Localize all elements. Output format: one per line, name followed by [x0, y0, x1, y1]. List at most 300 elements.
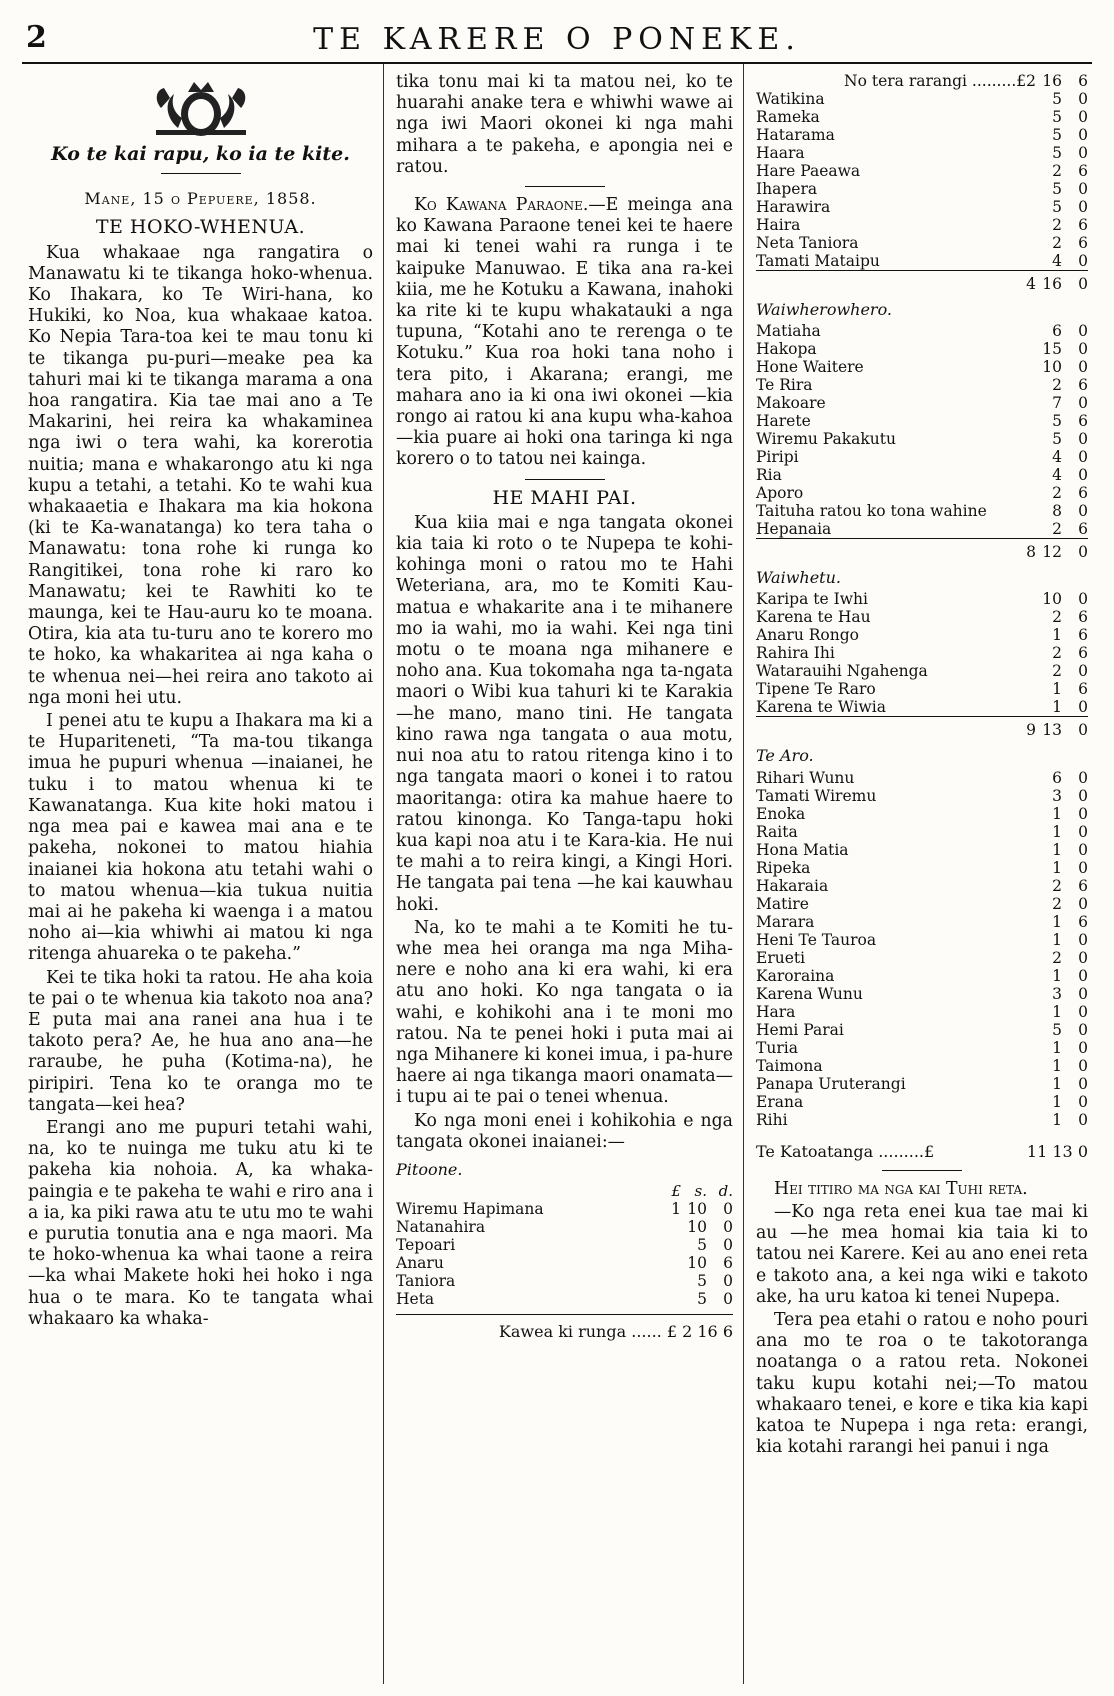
table-row: [756, 644, 1088, 662]
donor-name: Ihapera: [756, 180, 818, 198]
table-row: [756, 1111, 1088, 1129]
table-row: [756, 1093, 1088, 1111]
amount-shillings: 7: [1052, 394, 1062, 413]
amount-shillings: 5: [1052, 108, 1062, 126]
group2-title: Waiwherowhero.: [756, 300, 893, 319]
amount-shillings: 6: [1052, 322, 1062, 341]
amount-shillings: 2: [1052, 876, 1062, 895]
table-row: [756, 877, 1088, 895]
dateline: Mane, 15 o Pepuere, 1858.: [84, 189, 317, 209]
article-paragraph: Kei te tika hoki ta ratou. He aha koia te pai o te whenua kia takoto noa ana? E puta mai ana ranei ana hua i te takoto pera? Ae, he hua ano ana—he raraube, he puha (Kotima-na), he piripiri. Tena ko te oranga mo te tangata—kei hea?: [28, 967, 373, 1115]
amount-shillings: 10: [687, 1200, 707, 1219]
amount-shillings: 6: [1052, 768, 1062, 787]
royal-crest-icon: [28, 78, 373, 140]
amount-pence: 0: [723, 1200, 733, 1219]
donor-name: Taniora: [396, 1272, 456, 1291]
donor-name: Taimona: [756, 1056, 823, 1075]
amount-pence: 0: [1078, 180, 1088, 198]
divider: [525, 479, 605, 480]
pound-header: £: [671, 1182, 681, 1201]
table-row: [396, 1290, 733, 1308]
group2-total: [756, 538, 1088, 561]
amount-pence: 0: [1078, 144, 1088, 162]
amount-shillings: 10: [1042, 358, 1062, 377]
table-row: [396, 1236, 733, 1254]
amount-pence: 6: [1078, 412, 1088, 431]
amount-pence: 6: [1078, 520, 1088, 539]
pitoone-rows: [396, 1200, 733, 1308]
amount-shillings: 1: [1052, 1074, 1062, 1093]
carry-s: 16: [1042, 72, 1062, 90]
table-row: [756, 823, 1088, 841]
article-paragraph: Na, ko te mahi a te Komiti he tu-whe mea hei oranga ma nga Miha-nere e noho ana ki era wahi, ki era atu ano hoki. Ko nga tangata o ia wahi, e kohikohi ana i te moni mo ratou. Na te penei hoki i puta mai ai nga Mihanere ki konei imua, i pa-hure haere ai nga tikanga maori onamata—i tupu ai te pai o tenei whenua.: [396, 917, 733, 1108]
amount-shillings: 1: [1052, 858, 1062, 877]
group3-table: [756, 590, 1088, 716]
donor-name: Makoare: [756, 394, 826, 413]
amount-pence: 6: [1078, 680, 1088, 699]
amount-shillings: 5: [697, 1290, 707, 1309]
table-row: [756, 322, 1088, 340]
shilling-header: s.: [694, 1182, 707, 1201]
table-row: [756, 466, 1088, 484]
article-paragraph: Kua kiia mai e nga tangata okonei kia taia ki roto o te Nupepa te kohi-kohinga moni o ratou mo te Hahi Weteriana, ara, mo te Komiti Kau-matua e whakarite ana i te mihanere mo ia wahi, mo ia wahi. Kei nga tini motu o te moana nga mihanere e noho ana. Kua tokomaha nga ta-ngata maori o Wibi kua tahuri ki te Karakia—he mano, mano tini. He tangata kino rawa nga tangata o aua motu, nui noa atu to ratou ritenga kino i to nga tangata maori o konei i to ratou maoritanga: otira ka mahue haere to ratou kinonga. Ko Tanga-tapu hoki kua kapi noa atu i te Kara-kia. He nui te mahi a to reira kingi, a Kingi Hori. He tangata pai tena —he kai kauwhau hoki.: [396, 512, 733, 915]
amount-pence: 0: [1078, 1074, 1088, 1093]
donor-name: Karipa te Iwhi: [756, 590, 868, 609]
amount-pence: 0: [1078, 198, 1088, 216]
donor-name: Raita: [756, 822, 798, 841]
table-row: [756, 931, 1088, 949]
group2-rows: [756, 322, 1088, 538]
donor-name: Matire: [756, 894, 809, 913]
kawana-lead: Ko Kawana Paraone.: [414, 195, 589, 216]
amount-pence: 0: [1078, 502, 1088, 521]
total-pounds: 4: [756, 271, 1036, 294]
amount-pence: 0: [723, 1272, 733, 1291]
amount-pence: 0: [1078, 822, 1088, 841]
table-row: [756, 608, 1088, 626]
carry-d: 6: [1078, 72, 1088, 90]
donor-name: Hona Matia: [756, 840, 849, 859]
table-row: [756, 680, 1088, 698]
donor-name: Turia: [756, 1038, 798, 1057]
columns: [22, 64, 1092, 1684]
amount-pence: 0: [1078, 804, 1088, 823]
amount-pence: 6: [1078, 626, 1088, 645]
donor-name: Haira: [756, 216, 801, 234]
donor-name: Karena te Wiwia: [756, 698, 886, 717]
amount-shillings: 5: [1052, 126, 1062, 144]
donor-name: Tepoari: [396, 1236, 456, 1255]
amount-pence: 6: [1078, 162, 1088, 180]
donor-name: Wiremu Pakakutu: [756, 430, 896, 449]
column-3: [744, 64, 1092, 1684]
letters-paragraph: [756, 1179, 1088, 1200]
article-paragraph: Erangi ano me pupuri tetahi wahi, na, ko te nuinga me tuku atu ki te pakeha kia nohoia. A, ka whaka-paingia e te pakeha te wahi e riro ana i a ia, ka piki rawa atu te utu mo te wahi e purutia tonutia ana e nga maori. Ma te hoko-whenua ka whai taone a reira—ka whai Makete hoki hei hoko i nga hua o te mara. Ko te tangata whai whakaaro ka whaka-: [28, 1117, 373, 1329]
amount-pence: 0: [1078, 1056, 1088, 1075]
amount-shillings: 5: [1052, 180, 1062, 198]
table-row: [756, 144, 1088, 162]
paper-title: TE KARERE O PONEKE.: [313, 22, 801, 57]
donor-name: Enoka: [756, 804, 806, 823]
amount-pence: 6: [1078, 234, 1088, 252]
amount-pence: 6: [1078, 216, 1088, 234]
carry-label: No tera rarangi .........£2: [844, 72, 1036, 90]
donor-name: Panapa Uruterangi: [756, 1074, 906, 1093]
donor-name: Harawira: [756, 198, 831, 216]
group3-title: Waiwhetu.: [756, 568, 841, 588]
total-s: 16: [1036, 271, 1062, 294]
amount-shillings: 5: [1052, 1020, 1062, 1039]
table-row: [756, 198, 1088, 216]
amount-shillings: 2: [1052, 520, 1062, 539]
table-row: [756, 913, 1088, 931]
amount-pence: 6: [1078, 876, 1088, 895]
amount-shillings: 8: [1052, 502, 1062, 521]
donor-name: Hone Waitere: [756, 358, 864, 377]
group1-total: [756, 270, 1088, 293]
amount-shillings: 5: [697, 1272, 707, 1291]
amount-pence: 0: [1078, 590, 1088, 609]
amount-pence: 0: [723, 1236, 733, 1255]
donor-name: Tipene Te Raro: [756, 680, 876, 699]
amount-pence: 0: [723, 1290, 733, 1309]
donor-name: Heta: [396, 1290, 435, 1309]
grand-total-line: [756, 1141, 1088, 1162]
table-row: [756, 126, 1088, 144]
donor-name: Watarauihi Ngahenga: [756, 662, 928, 681]
amount-shillings: 1: [1052, 1056, 1062, 1075]
total-d: 0: [1062, 271, 1088, 294]
table-row: [756, 180, 1088, 198]
amount-pence: 0: [1078, 948, 1088, 967]
amount-shillings: 4: [1052, 466, 1062, 485]
table-row: [756, 590, 1088, 608]
amount-shillings: 2: [1052, 376, 1062, 395]
amount-pence: 6: [1078, 608, 1088, 627]
amount-shillings: 1: [1052, 698, 1062, 717]
table-row: [756, 1021, 1088, 1039]
table-row: [396, 1272, 733, 1290]
amount-shillings: 4: [1052, 448, 1062, 467]
group3-rows: [756, 590, 1088, 716]
donor-name: Taituha ratou ko tona wahine: [756, 502, 987, 521]
table-row: [396, 1218, 733, 1236]
amount-pence: 0: [1078, 90, 1088, 108]
donor-name: Rameka: [756, 108, 820, 126]
donor-name: Heni Te Tauroa: [756, 930, 877, 949]
amount-pence: 6: [1078, 912, 1088, 931]
amount-pence: 0: [1078, 698, 1088, 717]
total-d: 0: [1062, 539, 1088, 562]
amount-shillings: 4: [1052, 252, 1062, 270]
donor-name: Erana: [756, 1092, 804, 1111]
amount-shillings: 15: [1042, 340, 1062, 359]
donor-name: Ria: [756, 466, 782, 485]
donor-name: Rihari Wunu: [756, 768, 855, 787]
group3-total: [756, 716, 1088, 739]
amount-pence: 0: [1078, 840, 1088, 859]
donor-name: Anaru: [396, 1254, 444, 1273]
group4-title: Te Aro.: [756, 746, 814, 766]
table-row: [756, 72, 1088, 90]
table-row: [756, 520, 1088, 538]
motto: Ko te kai rapu, ko ia te kite.: [51, 143, 350, 165]
donor-name: Rahira Ihi: [756, 644, 835, 663]
amount-shillings: 2: [1052, 484, 1062, 503]
donor-name: Aporo: [756, 484, 804, 503]
table-row: [756, 859, 1088, 877]
table-row: [756, 484, 1088, 502]
amount-shillings: 1: [1052, 930, 1062, 949]
amount-pence: 0: [1078, 966, 1088, 985]
table-row: [756, 985, 1088, 1003]
amount-shillings: 5: [1052, 412, 1062, 431]
total-s: 12: [1036, 539, 1062, 562]
amount-pounds: [641, 1236, 681, 1254]
total-pounds: 8: [756, 539, 1036, 562]
kawana-paragraph: [396, 195, 733, 471]
donor-name: Wiremu Hapimana: [396, 1200, 544, 1219]
article-paragraph: Tera pea etahi o ratou e noho pouri ana mo te roa o te takotoranga noatanga o a ratou reta. Nokonei taku kupu kotahi nei;—To matou whakaaro tenei, e kore e tika kia kapi katoa te Nupepa i nga reta: erangi, kia kotahi rarangi hei panui i nga: [756, 1310, 1088, 1458]
table-row: [756, 216, 1088, 234]
table-row: [756, 448, 1088, 466]
amount-pounds: 1: [671, 1200, 681, 1219]
group4-rows: [756, 769, 1088, 1129]
table-row: [756, 430, 1088, 448]
amount-shillings: 1: [1052, 840, 1062, 859]
table-row: [756, 539, 1088, 562]
divider: [525, 186, 605, 187]
amount-pence: 0: [1078, 894, 1088, 913]
amount-shillings: 5: [1052, 144, 1062, 162]
amount-pence: 0: [1078, 1020, 1088, 1039]
page-number: 2: [26, 20, 47, 55]
donor-name: Tamati Wiremu: [756, 786, 877, 805]
pitoone-table: [396, 1182, 733, 1308]
donor-name: Harete: [756, 412, 811, 431]
divider: [882, 1170, 962, 1171]
amount-pence: 0: [1078, 930, 1088, 949]
table-row: [756, 967, 1088, 985]
donor-name: Karoraina: [756, 966, 835, 985]
amount-pence: 0: [723, 1218, 733, 1237]
amount-shillings: 1: [1052, 966, 1062, 985]
amount-shillings: 10: [687, 1218, 707, 1237]
group2-table: [756, 322, 1088, 538]
headline-hoko-whenua: TE HOKO-WHENUA.: [95, 216, 306, 239]
table-row: [756, 662, 1088, 680]
amount-pounds: [641, 1272, 681, 1290]
table-row: [756, 895, 1088, 913]
kawea-label: Kawea ki runga ......: [498, 1322, 662, 1342]
donor-name: Marara: [756, 912, 815, 931]
grand-label: Te Katoatanga .........£: [756, 1141, 935, 1161]
group4-table: [756, 769, 1088, 1129]
table-row: [756, 787, 1088, 805]
table-row: [756, 358, 1088, 376]
table-row: [756, 394, 1088, 412]
amount-shillings: 2: [1052, 216, 1062, 234]
donor-name: Piripi: [756, 448, 799, 467]
donor-name: Te Rira: [756, 376, 813, 395]
amount-shillings: 5: [1052, 430, 1062, 449]
amount-pence: 0: [1078, 858, 1088, 877]
table-row: [756, 234, 1088, 252]
amount-shillings: 5: [1052, 90, 1062, 108]
table-row: [756, 340, 1088, 358]
total-s: 13: [1036, 717, 1062, 740]
amount-shillings: 2: [1052, 894, 1062, 913]
pence-header: d.: [718, 1182, 733, 1201]
amount-shillings: 2: [1052, 644, 1062, 663]
article-paragraph: —Ko nga reta enei kua tae mai ki au —he mea homai kia taia ki to tatou nei Karere. Kei au ano enei reta e takoto ana, a kei nga wiki e takoto ake, ha uru katoa ki tenei Nupepa.: [756, 1202, 1088, 1307]
amount-shillings: 10: [687, 1254, 707, 1273]
amount-shillings: 1: [1052, 1110, 1062, 1129]
donor-name: Erueti: [756, 948, 806, 967]
amount-shillings: 3: [1052, 786, 1062, 805]
donor-name: Hatarama: [756, 126, 835, 144]
table-row: [756, 769, 1088, 787]
amount-pence: 0: [1078, 1110, 1088, 1129]
kawana-text: —E meinga ana ko Kawana Paraone tenei kei te haere mai ki tenei wahi ra runga i te kaipuke Manuwao. E tika ana ra-kei kiia, me he Kotuku a Kawana, inahoki ka rite ki te kupu whakatauki a nga tupuna, “Kotahi ano te rerenga o te Kotuku.” Kua roa hoki tana noho i tera pito, i Akarana; erangi, me mahara ano ia ki ona iwi okonei —kia rongo ai ratou ki ana kupu wha-kahoa—kia puare ai hoki ona taringa ki nga korero o to tatou nei kainga.: [396, 195, 733, 470]
amount-shillings: 1: [1052, 1038, 1062, 1057]
total-pounds: 9: [756, 717, 1036, 740]
table-row: [756, 626, 1088, 644]
amount-pence: 0: [1078, 1092, 1088, 1111]
amount-pence: 6: [1078, 484, 1088, 503]
money-header-row: [396, 1182, 733, 1200]
group1-rows: [756, 90, 1088, 270]
amount-pence: 0: [1078, 1038, 1088, 1057]
headline-mahi-pai: HE MAHI PAI.: [492, 486, 637, 509]
article-paragraph: tika tonu mai ki ta matou nei, ko te huarahi anake tera e whiwhi wawe ai nga iwi Maori okonei ki nga mahi mihara a te pakeha, e apongia nei e ratou.: [396, 72, 733, 177]
table-row: [756, 1039, 1088, 1057]
amount-pence: 0: [1078, 786, 1088, 805]
table-row: [396, 1200, 733, 1218]
amount-pence: 0: [1078, 430, 1088, 449]
table-row: [756, 90, 1088, 108]
amount-pence: 0: [1078, 466, 1088, 485]
amount-shillings: 1: [1052, 680, 1062, 699]
amount-pence: 6: [1078, 644, 1088, 663]
amount-pounds: [641, 1254, 681, 1272]
amount-pence: 0: [1078, 394, 1088, 413]
table-row: [756, 805, 1088, 823]
amount-pence: 0: [1078, 768, 1088, 787]
table-row: [756, 949, 1088, 967]
table-row: [756, 717, 1088, 740]
amount-shillings: 1: [1052, 822, 1062, 841]
table-row: [756, 502, 1088, 520]
amount-shillings: 1: [1052, 1002, 1062, 1021]
donor-name: Hara: [756, 1002, 796, 1021]
donor-name: Hare Paeawa: [756, 162, 861, 180]
amount-pounds: [641, 1290, 681, 1308]
donor-name: Tamati Mataipu: [756, 252, 880, 270]
amount-pence: 6: [1078, 376, 1088, 395]
amount-pence: 0: [1078, 322, 1088, 341]
amount-shillings: 1: [1052, 626, 1062, 645]
donor-name: Neta Taniora: [756, 234, 859, 252]
donor-name: Ripeka: [756, 858, 811, 877]
masthead: [22, 18, 1092, 64]
article-paragraph: Kua whakaae nga rangatira o Manawatu ki te tikanga hoko-whenua. Ko Ihakara, ko Te Wiri-hana, ko Hukiki, ko Noa, kua whakaae katoa. Ko Nepia Tara-toa kei te mau tonu ki te tikanga pu-puri—meake pea ka tahuri mai ki te tikanga marama a ona hoa rangatira. Kia tae mai ano a Te Makarini, hei reira ka whakaminea nga iwi o tera wahi, ka korerotia nuitia; mana e whakarongo atu ki nga kupu a tetahi, a tetahi. Ko te wahi kua whakaaetia e Ihakara ma kia hokona (ki te Ka-wanatanga) ko tera taha o Manawatu: tona rohe ki runga ko Rangitikei, tona rohe ki raro ko Manawatu; kei te Rawhiti ko te maunga, kei te Hau-auru ko te moana. Otira, kia ata tu-turu ano te korero mo te hoko, ka whakaritea ai nga kaha o te whenua nei—hei reira ano takoto ai nga moni hei utu.: [28, 242, 373, 708]
donor-name: Anaru Rongo: [756, 626, 859, 645]
donor-name: Karena Wunu: [756, 984, 863, 1003]
donor-name: Haara: [756, 144, 805, 162]
amount-pence: 0: [1078, 126, 1088, 144]
amount-shillings: 2: [1052, 948, 1062, 967]
table-row: [756, 376, 1088, 394]
grand-total: 11 13 0: [1026, 1141, 1088, 1161]
amount-shillings: 1: [1052, 804, 1062, 823]
amount-pence: 0: [1078, 108, 1088, 126]
amount-shillings: 1: [1052, 1092, 1062, 1111]
donor-name: Hepanaia: [756, 520, 832, 539]
amount-pence: 0: [1078, 1002, 1088, 1021]
pitoone-title: Pitoone.: [396, 1159, 463, 1179]
amount-shillings: 2: [1052, 162, 1062, 180]
donor-name: Karena te Hau: [756, 608, 871, 627]
table-row: [756, 271, 1088, 294]
divider: [161, 173, 241, 174]
column-1: [22, 64, 384, 1684]
carry-forward: [756, 72, 1088, 90]
table-row: [396, 1254, 733, 1272]
donor-name: Natanahira: [396, 1218, 486, 1237]
table-row: [756, 1075, 1088, 1093]
kawea-total-line: [396, 1314, 733, 1342]
letters-lead: Hei titiro ma nga kai Tuhi reta.: [774, 1178, 1028, 1199]
amount-shillings: 5: [697, 1236, 707, 1255]
amount-shillings: 10: [1042, 590, 1062, 609]
table-row: [756, 108, 1088, 126]
amount-pounds: [641, 1218, 681, 1236]
table-row: [756, 1003, 1088, 1021]
amount-pence: 0: [1078, 358, 1088, 377]
donor-name: Matiaha: [756, 322, 821, 341]
table-row: [756, 412, 1088, 430]
kawea-total: £ 2 16 6: [666, 1322, 733, 1342]
amount-pence: 0: [1078, 448, 1088, 467]
table-row: [756, 252, 1088, 270]
amount-pence: 0: [1078, 252, 1088, 270]
amount-pence: 0: [1078, 662, 1088, 681]
article-paragraph: Ko nga moni enei i kohikohia e nga tangata okonei inaianei:—: [396, 1110, 733, 1152]
amount-shillings: 2: [1052, 608, 1062, 627]
amount-pence: 0: [1078, 340, 1088, 359]
table-row: [756, 1057, 1088, 1075]
article-paragraph: I penei atu te kupu a Ihakara ma ki a te Hupariteneti, “Ta ma-tou tikanga imua he pupuri whenua —inaianei, he tuku i to matou whenua ki te Kawanatanga. Kua kite hoki matou i nga mea pai e kawea mai ana e te pakeha, nokonei to matou hiahia inaianei kia hokona atu tetahi wahi o to matou whenua—kia tukua nuitia mai ai he pakeha ki waenga i a matou noho ai—kia whiwhi ai matou ki nga ritenga ahuareka o te pakeha.”: [28, 711, 373, 965]
table-row: [756, 841, 1088, 859]
amount-pence: 0: [1078, 984, 1088, 1003]
donor-name: Hemi Parai: [756, 1020, 844, 1039]
amount-shillings: 2: [1052, 662, 1062, 681]
amount-shillings: 3: [1052, 984, 1062, 1003]
amount-shillings: 2: [1052, 234, 1062, 252]
table-row: [756, 698, 1088, 716]
donor-name: Hakopa: [756, 340, 817, 359]
table-row: [756, 162, 1088, 180]
column-2: [384, 64, 744, 1684]
donor-name: Rihi: [756, 1110, 788, 1129]
donor-name: Hakaraia: [756, 876, 829, 895]
amount-pence: 6: [723, 1254, 733, 1273]
group1-table: [756, 90, 1088, 270]
donor-name: Watikina: [756, 90, 825, 108]
total-d: 0: [1062, 717, 1088, 740]
amount-shillings: 1: [1052, 912, 1062, 931]
